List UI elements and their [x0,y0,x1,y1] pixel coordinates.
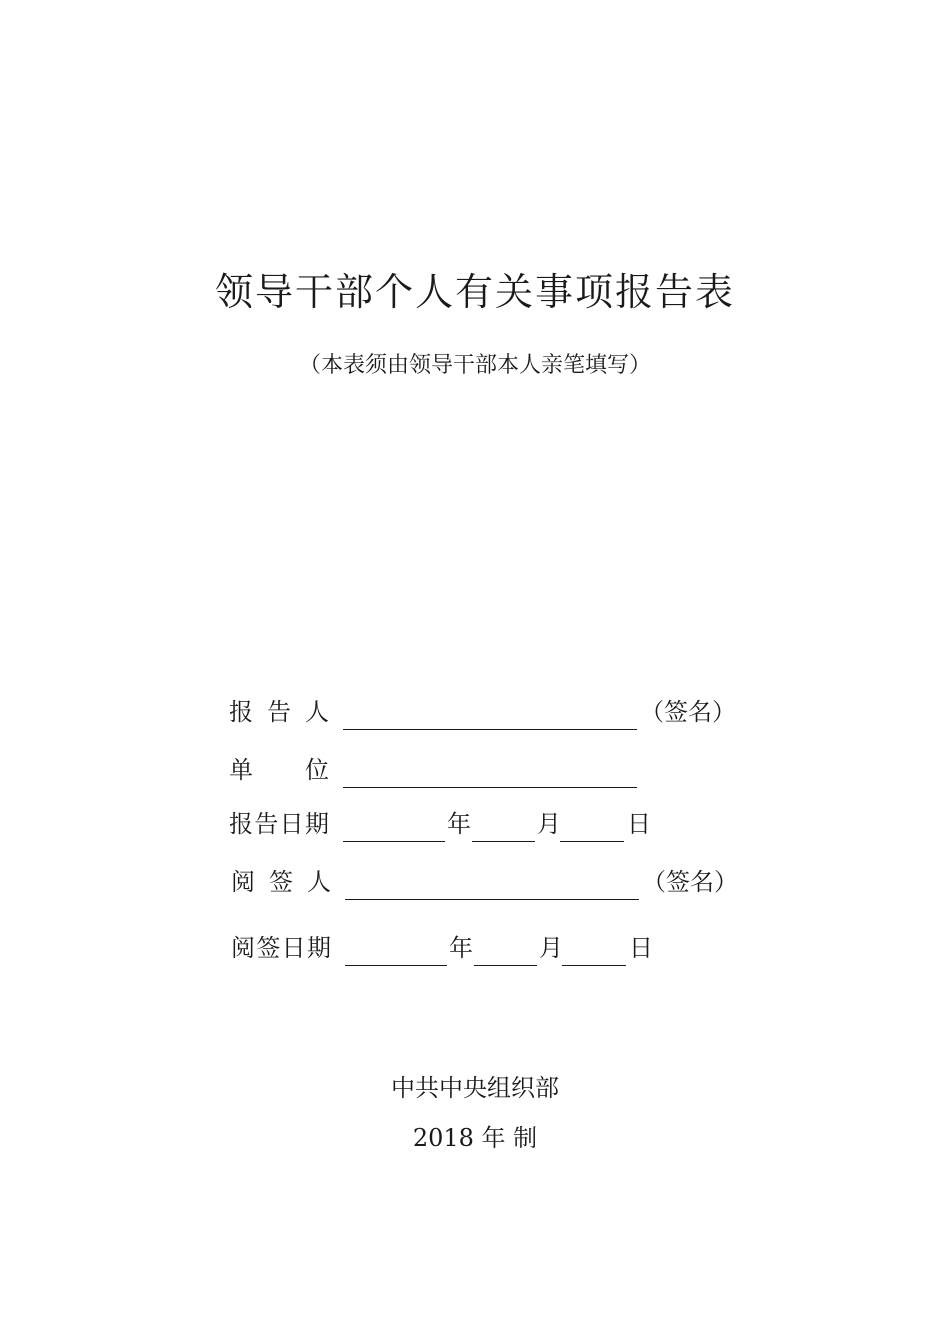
form-title: 领导干部个人有关事项报告表 [214,270,735,314]
review-month-field[interactable] [474,965,537,966]
reporter-signature-note: （签名） [640,698,736,726]
report-month-label: 月 [537,810,561,838]
review-year-label: 年 [449,934,473,962]
reviewer-signature-note: （签名） [642,868,738,896]
issue-year: 2018 年 制 [412,1124,538,1152]
reviewer-signature-field[interactable] [345,899,639,900]
report-date-label: 报 告 日 期 [229,810,329,838]
review-month-label: 月 [539,934,563,962]
review-day-field[interactable] [562,965,626,966]
form-subtitle: （本表须由领导干部本人亲笔填写） [298,353,651,378]
report-month-field[interactable] [472,841,535,842]
unit-row [0,748,950,788]
review-date-row [0,926,950,966]
review-year-field[interactable] [345,965,447,966]
report-year-label: 年 [447,810,471,838]
review-date-label: 阅 签 日 期 [231,934,331,962]
unit-label: 单 位 [229,756,329,784]
report-day-field[interactable] [560,841,624,842]
reporter-signature-field[interactable] [343,729,637,730]
report-date-row [0,802,950,842]
reporter-row [0,690,950,730]
unit-field[interactable] [343,787,637,788]
review-day-label: 日 [629,934,653,962]
report-year-field[interactable] [343,841,445,842]
reviewer-label: 阅 签 人 [231,868,331,896]
issuing-organization: 中共中央组织部 [391,1074,559,1102]
reporter-label: 报 告 人 [229,698,329,726]
report-day-label: 日 [627,810,651,838]
reviewer-row [0,860,950,900]
